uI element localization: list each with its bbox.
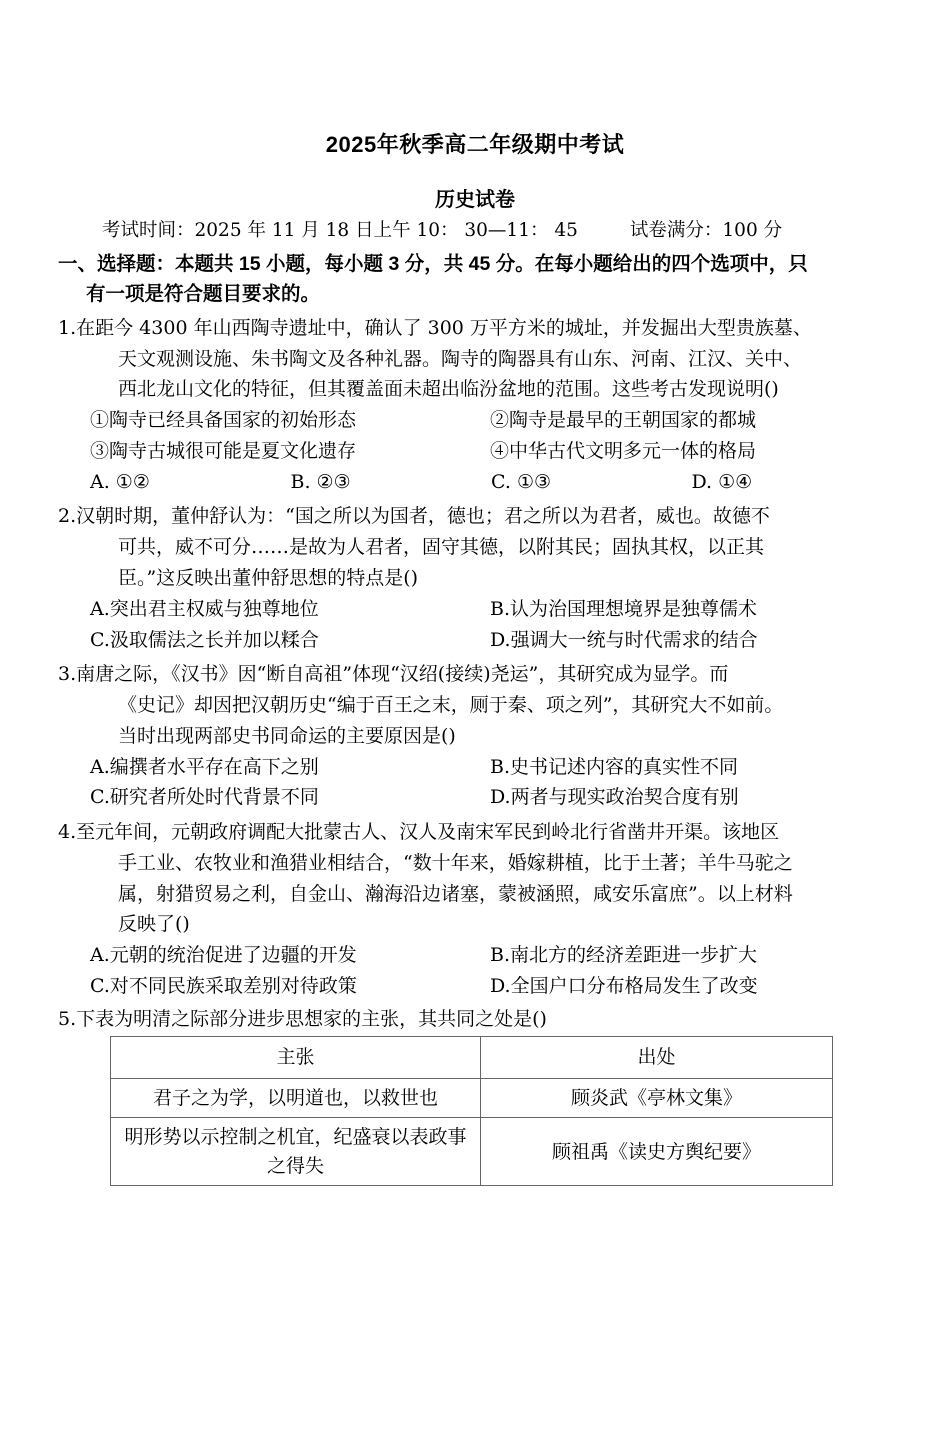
question-5-line-1: 下表为明清之际部分进步思想家的主张，其共同之处是()	[76, 1007, 547, 1030]
question-4-line-1: 至元年间，元朝政府调配大批蒙古人、汉人及南宋军民到岭北行省凿井开渠。该地区	[76, 821, 780, 844]
section-heading-line1: 一、选择题：本题共 15 小题，每小题 3 分，共 45 分。在每小题给出的四个选项中，只	[58, 253, 808, 276]
question-4-option-d[interactable]: D.全国户口分布格局发生了改变	[490, 974, 758, 997]
section-heading-line2: 有一项是符合题目要求的。	[86, 282, 321, 305]
statement-3[interactable]: ③陶寺古城很可能是夏文化遗存	[90, 439, 357, 462]
question-2-line-1: 汉朝时期，董仲舒认为：“国之所以为国者，德也；君之所以为君者，威也。故德不	[76, 505, 770, 528]
statement-row-2	[90, 436, 892, 467]
statement-1[interactable]: ①陶寺已经具备国家的初始形态	[90, 409, 357, 432]
option-row	[90, 971, 892, 1002]
question-3	[58, 659, 892, 751]
question-2-option-c[interactable]: C.汲取儒法之长并加以糅合	[90, 628, 319, 651]
statement-row-1	[90, 405, 892, 436]
table-cell-claim: 君子之为学，以明道也，以救世也	[111, 1078, 481, 1118]
question-2-line-3: 臣。”这反映出董仲舒思想的特点是()	[118, 566, 419, 589]
question-1-line-3: 西北龙山文化的特征，但其覆盖面未超出临汾盆地的范围。这些考古发现说明()	[118, 378, 779, 401]
option-row	[90, 625, 892, 656]
question-5	[58, 1004, 892, 1035]
question-4-line-4: 反映了()	[118, 913, 190, 936]
table-cell-source: 顾炎武《亭林文集》	[481, 1078, 833, 1118]
question-4-option-b[interactable]: B.南北方的经济差距进一步扩大	[490, 944, 758, 967]
option-row	[90, 594, 892, 625]
question-3-options	[58, 752, 892, 814]
question-5-number: 5.	[58, 1007, 77, 1030]
question-1-line-1: 在距今 4300 年山西陶寺遗址中，确认了 300 万平方米的城址，并发掘出大型贵族墓、	[76, 316, 812, 339]
question-1-number: 1.	[58, 316, 77, 339]
question-2-options	[58, 594, 892, 656]
total-score-value: 100 分	[722, 220, 783, 242]
question-4-option-a[interactable]: A.元朝的统治促进了边疆的开发	[90, 944, 357, 967]
exam-info-line	[58, 219, 892, 244]
question-2-number: 2.	[58, 505, 77, 528]
section-heading	[58, 250, 892, 309]
question-1-statements	[58, 405, 892, 497]
question-4	[58, 817, 892, 940]
table-cell-claim: 明形势以示控制之机宜，纪盛衰以表政事之得失	[111, 1118, 481, 1186]
question-1	[58, 313, 892, 405]
question-3-option-c[interactable]: C.研究者所处时代背景不同	[90, 786, 319, 809]
statement-2[interactable]: ②陶寺是最早的王朝国家的都城	[490, 409, 757, 432]
question-4-options	[58, 940, 892, 1002]
question-1-option-d[interactable]: D. ①④	[691, 470, 753, 493]
question-3-line-3: 当时出现两部史书同命运的主要原因是()	[118, 724, 456, 747]
question-4-line-2: 手工业、农牧业和渔猎业相结合，“数十年来，婚嫁耕植，比于土著；羊牛马驼之	[118, 851, 793, 874]
question-1-line-2: 天文观测设施、朱书陶文及各种礼器。陶寺的陶器具有山东、河南、江汉、关中、	[118, 347, 803, 370]
question-2-option-a[interactable]: A.突出君主权威与独尊地位	[90, 597, 319, 620]
question-1-options	[90, 467, 892, 498]
table-row	[111, 1078, 833, 1118]
total-score-label: 试卷满分：	[629, 220, 723, 242]
exam-paper-page	[0, 132, 950, 1443]
question-3-option-b[interactable]: B.史书记述内容的真实性不同	[490, 755, 739, 778]
question-4-stem	[58, 817, 892, 940]
question-4-line-3: 属，射猎贸易之利，自金山、瀚海沿边诸塞，蒙被涵照，咸安乐富庶”。以上材料	[118, 882, 793, 905]
question-4-option-c[interactable]: C.对不同民族采取差别对待政策	[90, 974, 357, 997]
question-2-option-d[interactable]: D.强调大一统与时代需求的结合	[490, 628, 758, 651]
question-3-stem	[58, 659, 892, 751]
table-row	[111, 1118, 833, 1186]
question-2-line-2: 可共，威不可分……是故为人君者，固守其德，以附其民；固执其权，以正其	[118, 536, 765, 559]
statement-4[interactable]: ④中华古代文明多元一体的格局	[490, 439, 757, 462]
option-row	[90, 752, 892, 783]
question-3-line-2: 《史记》却因把汉朝历史“编于百王之末，厕于秦、项之列”，其研究大不如前。	[118, 694, 784, 717]
question-4-number: 4.	[58, 821, 77, 844]
question-3-option-d[interactable]: D.两者与现实政治契合度有别	[490, 786, 739, 809]
page-title: 2025年秋季高二年级期中考试	[325, 132, 625, 157]
question-2	[58, 501, 892, 593]
question-5-stem	[58, 1004, 892, 1035]
question-1-stem	[58, 313, 892, 405]
option-row	[90, 782, 892, 813]
question-2-stem	[58, 501, 892, 593]
question-1-option-a[interactable]: A. ①②	[90, 470, 150, 493]
table-cell-source: 顾祖禹《读史方舆纪要》	[481, 1118, 833, 1186]
question-5-table-wrapper	[58, 1036, 892, 1186]
table-header-row	[111, 1037, 833, 1079]
question-1-option-c[interactable]: C. ①③	[491, 470, 552, 493]
option-row	[90, 940, 892, 971]
question-3-number: 3.	[58, 663, 77, 686]
question-2-option-b[interactable]: B.认为治国理想境界是独尊儒术	[490, 597, 758, 620]
exam-time-value: 2025 年 11 月 18 日上午 10： 30—11： 45	[194, 220, 578, 242]
question-3-line-1: 南唐之际，《汉书》因“断自高祖”体现“汉绍(接续)尧运”，其研究成为显学。而	[76, 663, 729, 686]
exam-time-label: 考试时间：	[102, 220, 195, 242]
thinkers-claims-table	[110, 1036, 833, 1186]
table-header-source: 出处	[481, 1037, 833, 1079]
table-header-claim: 主张	[111, 1037, 481, 1079]
paper-subtitle: 历史试卷	[435, 189, 515, 212]
question-1-option-b[interactable]: B. ②③	[290, 470, 351, 493]
question-3-option-a[interactable]: A.编撰者水平存在高下之别	[90, 755, 319, 778]
